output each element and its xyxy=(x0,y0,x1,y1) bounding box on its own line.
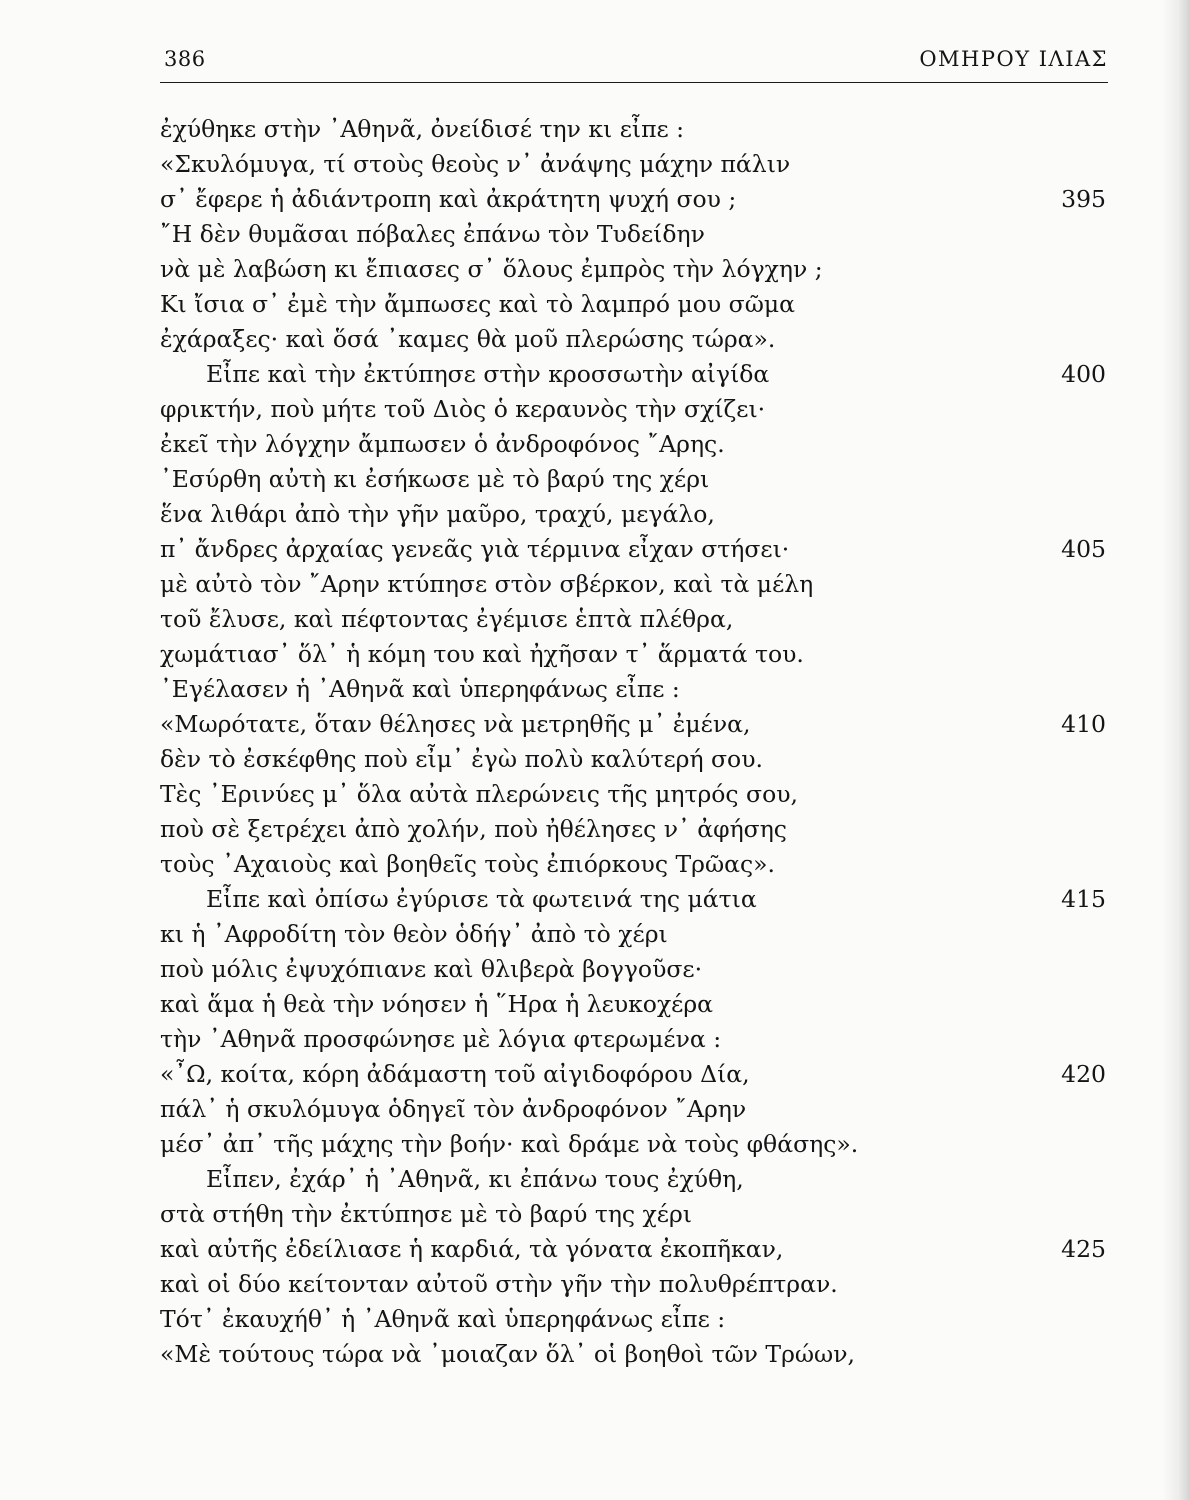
verse-line xyxy=(160,462,1108,497)
running-head: ΟΜΗΡΟΥ ΙΛΙΑΣ xyxy=(919,47,1108,71)
verse-line-text: π᾿ ἄνδρες ἀρχαίας γενεᾶς γιὰ τέρμινα εἶχαν στήσει· xyxy=(160,535,790,563)
verse-line xyxy=(160,322,1108,357)
verse-line xyxy=(160,392,1108,427)
verse-line-text: ποὺ σὲ ξετρέχει ἀπὸ χολήν, ποὺ ἠθέλησες ν᾿ ἀφήσης xyxy=(160,815,787,843)
verse-line-text: Τότ᾿ ἐκαυχήθ᾿ ἡ ᾿Αθηνᾶ καὶ ὑπερηφάνως εἶπε : xyxy=(160,1305,726,1333)
verse-line-text: φρικτήν, ποὺ μήτε τοῦ Διὸς ὁ κεραυνὸς τὴν σχίζει· xyxy=(160,395,766,423)
verse-line xyxy=(160,1162,1108,1197)
verse-line xyxy=(160,952,1108,987)
header-rule xyxy=(160,82,1108,83)
verse-line-text: μὲ αὐτὸ τὸν ῎Αρην κτύπησε στὸν σβέρκον, καὶ τὰ μέλη xyxy=(160,570,814,598)
verse-line xyxy=(160,1092,1108,1127)
verse-line xyxy=(160,567,1108,602)
verse-line-text: ᾿Εγέλασεν ἡ ᾿Αθηνᾶ καὶ ὑπερηφάνως εἶπε : xyxy=(160,675,680,703)
page-number: 386 xyxy=(164,47,206,71)
verse-line-text: Εἶπεν, ἐχάρ᾿ ἡ ᾿Αθηνᾶ, κι ἐπάνω τους ἐχύθη, xyxy=(206,1165,744,1193)
verse-line-text: «῏Ω, κοίτα, κόρη ἀδάμαστη τοῦ αἰγιδοφόρου Δία, xyxy=(160,1060,750,1088)
verse-line-text: πάλ᾿ ἡ σκυλόμυγα ὁδηγεῖ τὸν ἀνδροφόνον ῎Αρην xyxy=(160,1095,747,1123)
verse-line xyxy=(160,1022,1108,1057)
verse-line xyxy=(160,1337,1108,1372)
verse-line-text: «Μωρότατε, ὅταν θέλησες νὰ μετρηθῆς μ᾿ ἐμένα, xyxy=(160,710,751,738)
verse-line xyxy=(160,147,1108,182)
line-number: 405 xyxy=(1061,535,1106,563)
verse-line xyxy=(160,742,1108,777)
verse-line-text: στὰ στήθη τὴν ἐκτύπησε μὲ τὸ βαρύ της χέρι xyxy=(160,1200,692,1228)
line-number: 420 xyxy=(1061,1060,1106,1088)
verse-line-text: Εἶπε καὶ τὴν ἐκτύπησε στὴν κροσσωτὴν αἰγίδα xyxy=(206,360,770,388)
verse-line-text: σ᾿ ἔφερε ἡ ἀδιάντροπη καὶ ἀκράτητη ψυχή σου ; xyxy=(160,185,737,213)
verse-line-text: Κι ἴσια σ᾿ ἐμὲ τὴν ἄμπωσες καὶ τὸ λαμπρό μου σῶμα xyxy=(160,290,796,318)
verse-line xyxy=(160,357,1108,392)
line-number: 400 xyxy=(1061,360,1106,388)
verse-line xyxy=(160,847,1108,882)
verse-line xyxy=(160,252,1108,287)
verse-line-text: «Σκυλόμυγα, τί στοὺς θεοὺς ν᾿ ἀνάψης μάχην πάλιν xyxy=(160,150,791,178)
verse-line-text: καὶ αὐτῆς ἐδείλιασε ἡ καρδιά, τὰ γόνατα ἐκοπῆκαν, xyxy=(160,1235,784,1263)
line-number: 415 xyxy=(1061,885,1106,913)
verse-line-text: καὶ ἅμα ἡ θεὰ τὴν νόησεν ἡ ῞Ηρα ἡ λευκοχέρα xyxy=(160,990,714,1018)
verse-line xyxy=(160,637,1108,672)
verse-line-text: ἐχάραξες· καὶ ὅσά ᾿καμες θὰ μοῦ πλερώσης τώρα». xyxy=(160,325,776,353)
line-number: 425 xyxy=(1061,1235,1106,1263)
verse-line xyxy=(160,1232,1108,1267)
verse-line-text: τοὺς ᾿Αχαιοὺς καὶ βοηθεῖς τοὺς ἐπιόρκους Τρῶας». xyxy=(160,850,775,878)
line-number: 410 xyxy=(1061,710,1106,738)
verse-line-text: ἐχύθηκε στὴν ᾿Αθηνᾶ, ὀνείδισέ την κι εἶπε : xyxy=(160,115,685,143)
verse-line-text: μέσ᾿ ἀπ᾿ τῆς μάχης τὴν βοήν· καὶ δράμε νὰ τοὺς φθάσης». xyxy=(160,1130,859,1158)
verse-line-text: κι ἡ ᾿Αφροδίτη τὸν θεὸν ὁδήγ᾿ ἀπὸ τὸ χέρι xyxy=(160,920,668,948)
verse-line xyxy=(160,987,1108,1022)
verse-line xyxy=(160,497,1108,532)
verse-line xyxy=(160,112,1108,147)
verse-line-text: ἕνα λιθάρι ἀπὸ τὴν γῆν μαῦρο, τραχύ, μεγάλο, xyxy=(160,500,715,528)
verse-line-text: Εἶπε καὶ ὀπίσω ἐγύρισε τὰ φωτεινά της μάτια xyxy=(206,885,757,913)
verse-line-text: καὶ οἱ δύο κείτονταν αὐτοῦ στὴν γῆν τὴν πολυθρέπτραν. xyxy=(160,1270,838,1298)
verse-line xyxy=(160,917,1108,952)
verse-line-text: χωμάτιασ᾿ ὅλ᾿ ἡ κόμη του καὶ ἠχῆσαν τ᾿ ἅρματά του. xyxy=(160,640,804,668)
verse-line xyxy=(160,602,1108,637)
verse-line-text: δὲν τὸ ἐσκέφθης ποὺ εἶμ᾿ ἐγὼ πολὺ καλύτερή σου. xyxy=(160,745,763,773)
verse-line-text: ῎Η δὲν θυμᾶσαι πόβαλες ἐπάνω τὸν Τυδείδην xyxy=(160,220,705,248)
verse-line xyxy=(160,427,1108,462)
page-header xyxy=(160,44,1108,80)
verse-line-text: «Μὲ τούτους τώρα νὰ ᾿μοιαζαν ὅλ᾿ οἱ βοηθοὶ τῶν Τρώων, xyxy=(160,1340,855,1368)
verse-line xyxy=(160,287,1108,322)
verse-line-text: τοῦ ἔλυσε, καὶ πέφτοντας ἐγέμισε ἑπτὰ πλέθρα, xyxy=(160,605,734,633)
verse-line xyxy=(160,1267,1108,1302)
line-number: 395 xyxy=(1061,185,1106,213)
verse-line xyxy=(160,882,1108,917)
verse-line xyxy=(160,532,1108,567)
verse-line-text: ᾿Εσύρθη αὐτὴ κι ἐσήκωσε μὲ τὸ βαρύ της χέρι xyxy=(160,465,710,493)
verse-line xyxy=(160,777,1108,812)
verse-line xyxy=(160,217,1108,252)
verse-line xyxy=(160,1057,1108,1092)
verse-line-text: τὴν ᾿Αθηνᾶ προσφώνησε μὲ λόγια φτερωμένα : xyxy=(160,1025,722,1053)
verse-line-text: Τὲς ᾿Ερινύες μ᾿ ὅλα αὐτὰ πλερώνεις τῆς μητρός σου, xyxy=(160,780,798,808)
verse-line xyxy=(160,707,1108,742)
verse-line-text: ποὺ μόλις ἐψυχόπιανε καὶ θλιβερὰ βογγοῦσε· xyxy=(160,955,703,983)
verse-line-text: νὰ μὲ λαβώση κι ἔπιασες σ᾿ ὅλους ἐμπρὸς τὴν λόγχην ; xyxy=(160,255,823,283)
verse-line-text: ἐκεῖ τὴν λόγχην ἄμπωσεν ὁ ἀνδροφόνος ῎Αρης. xyxy=(160,430,725,458)
page-edge-shadow xyxy=(1162,0,1190,1500)
verse-line xyxy=(160,1127,1108,1162)
verse-line xyxy=(160,1302,1108,1337)
verse-line xyxy=(160,672,1108,707)
verse-line xyxy=(160,1197,1108,1232)
verse-line xyxy=(160,182,1108,217)
verse-text-block xyxy=(160,112,1108,1372)
verse-line xyxy=(160,812,1108,847)
